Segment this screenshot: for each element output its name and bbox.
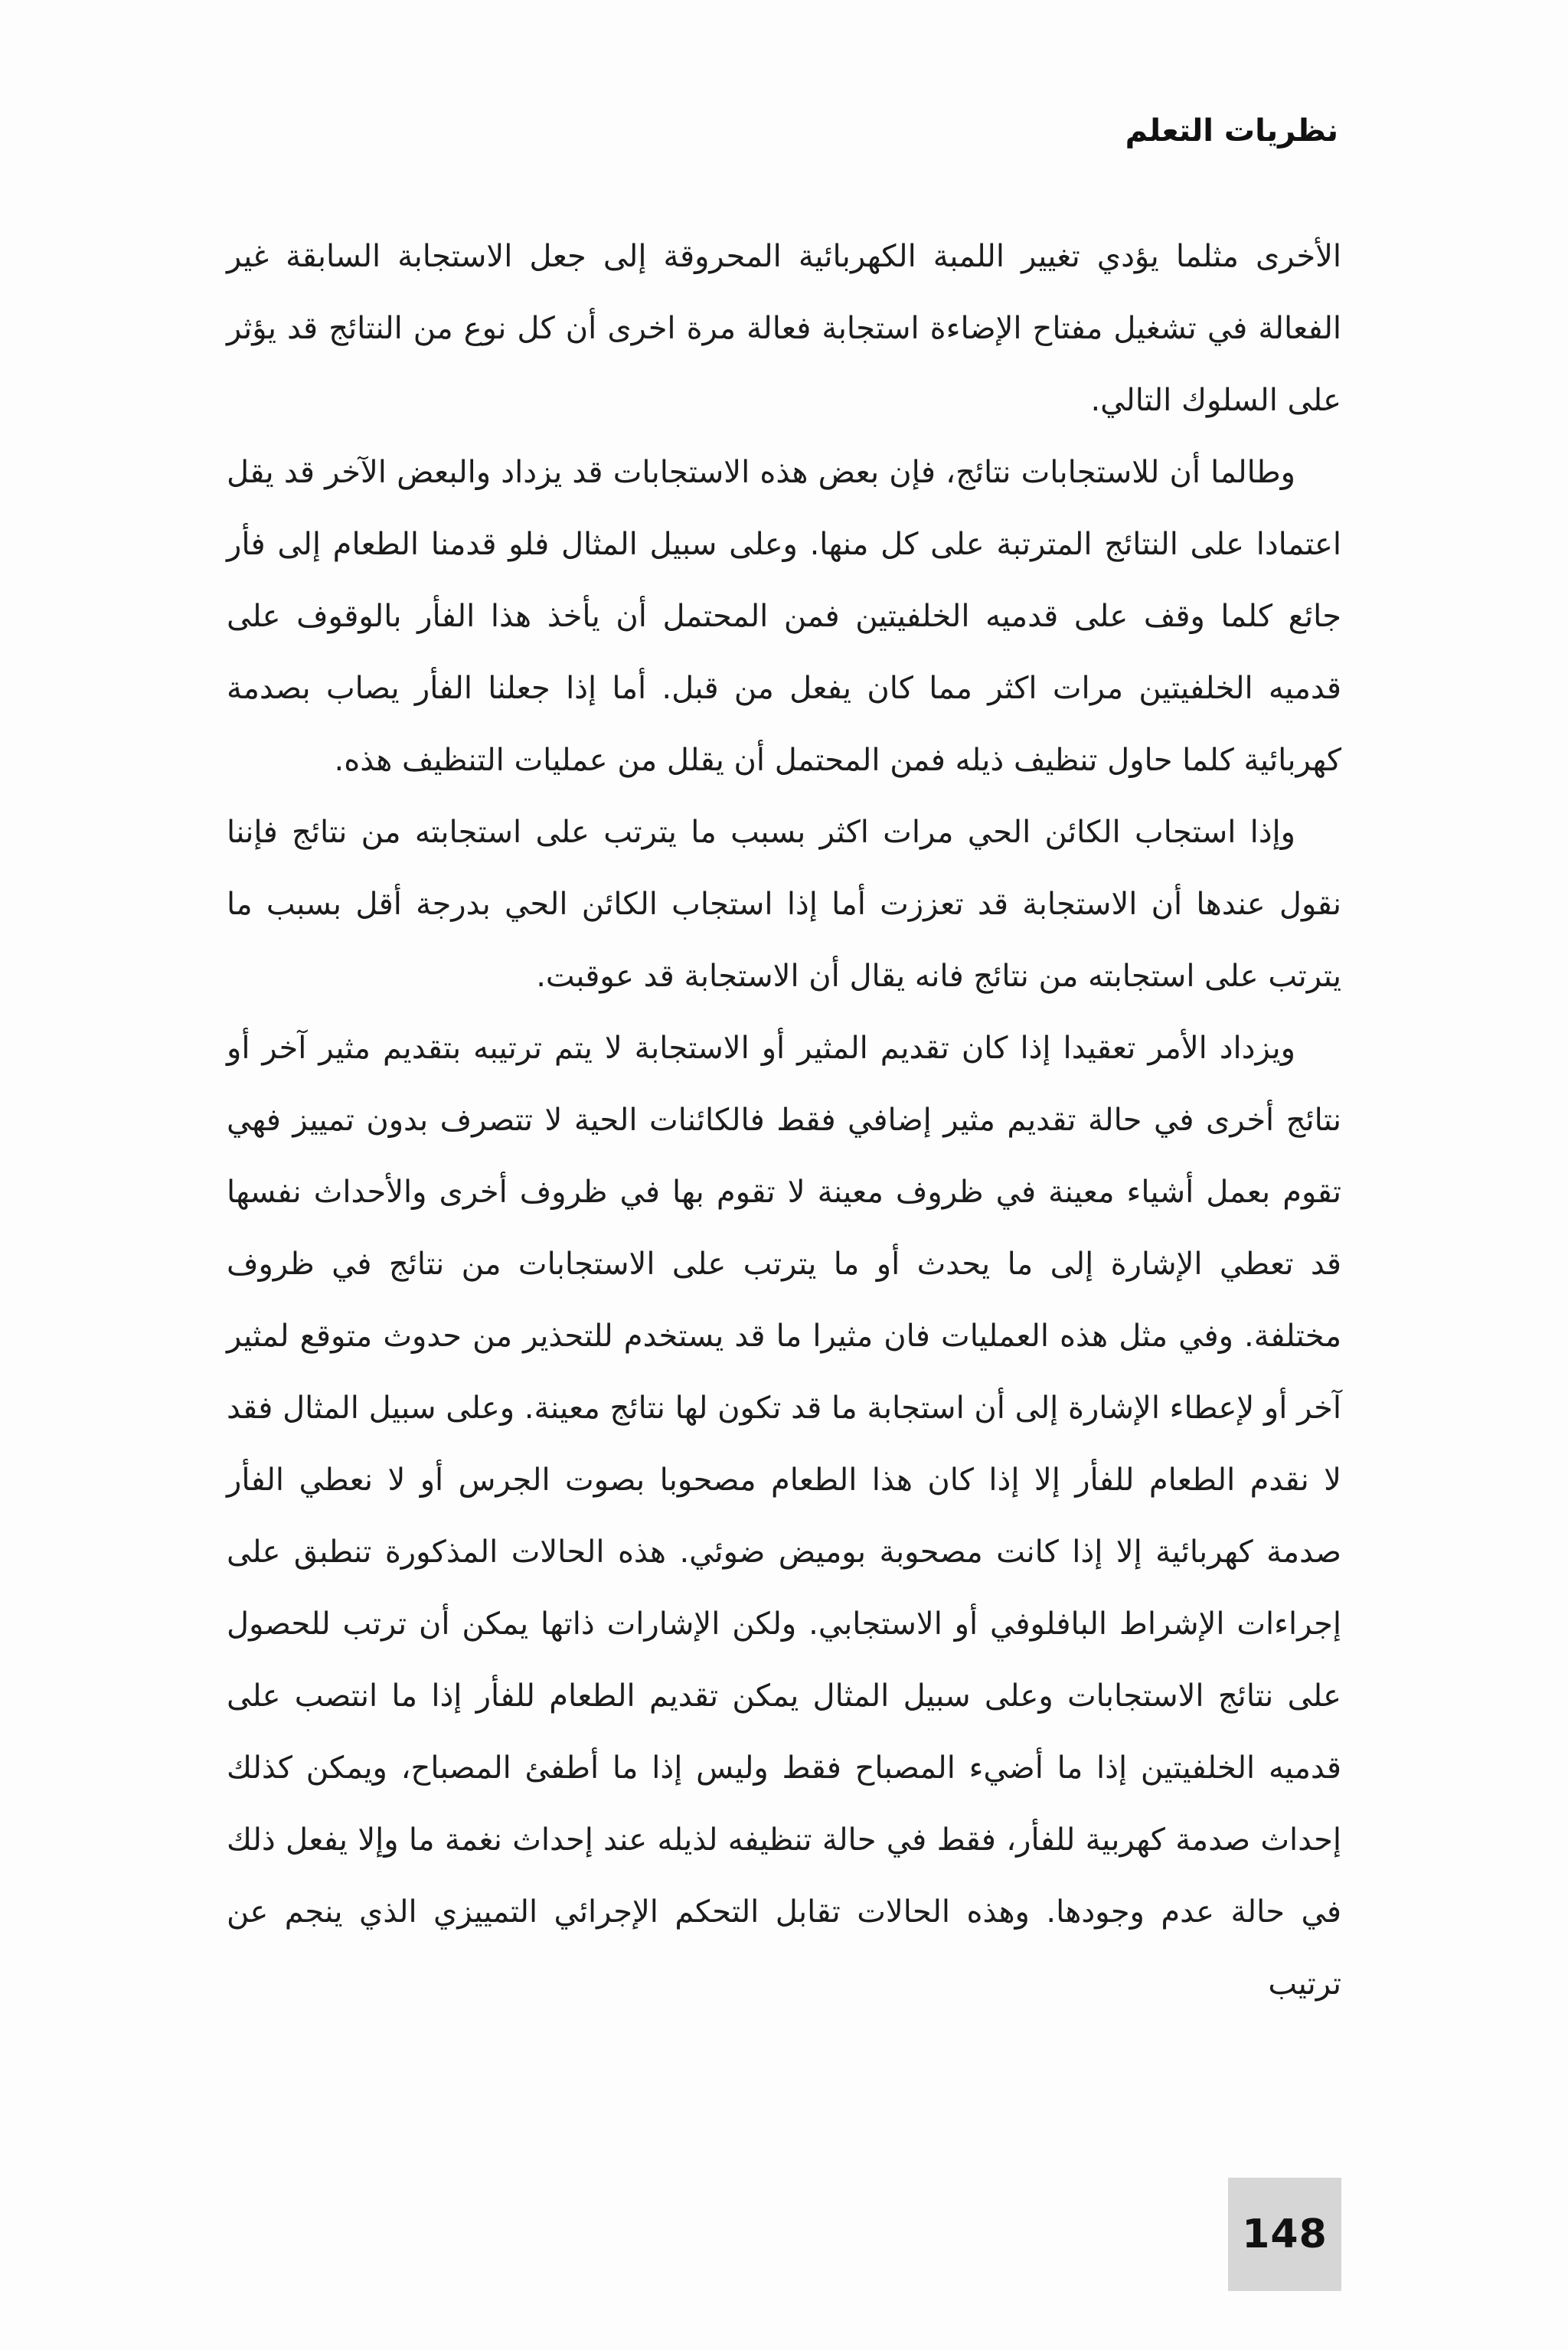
running-header: نظريات التعلم (1125, 113, 1338, 149)
paragraph: الأخرى مثلما يؤدي تغيير اللمبة الكهربائية المحروقة إلى جعل الاستجابة السابقة غير الفعالة في تشغيل مفتاح الإضاءة استجابة فعالة مرة اخرى أن كل نوع من النتائج قد يؤثر على السلوك التالي. (227, 239, 1341, 418)
paragraph: وإذا استجاب الكائن الحي مرات اكثر بسبب ما يترتب على استجابته من نتائج فإننا نقول عندها أن الاستجابة قد تعززت أما إذا استجاب الكائن الحي بدرجة أقل بسبب ما يترتب على استجابته من نتائج فانه يقال أن الاستجابة قد عوقبت. (227, 815, 1341, 994)
paragraph: ويزداد الأمر تعقيدا إذا كان تقديم المثير أو الاستجابة لا يتم ترتيبه بتقديم مثير آخر أو نتائج أخرى في حالة تقديم مثير إضافي فقط فالكائنات الحية لا تتصرف بدون تمييز فهي تقوم بعمل أشياء معينة في ظروف معينة لا تقوم بها في ظروف أخرى والأحداث نفسها قد تعطي الإشارة إلى ما يحدث أو ما يترتب على الاستجابات من نتائج في ظروف مختلفة. وفي مثل هذه العمليات فان مثيرا ما قد يستخدم للتحذير من حدوث متوقع لمثير آخر أو لإعطاء الإشارة إلى أن استجابة ما قد تكون لها نتائج معينة. وعلى سبيل المثال فقد لا نقدم الطعام للفأر إلا إذا كان هذا الطعام مصحوبا بصوت الجرس أو لا نعطي الفأر صدمة كهربائية إلا إذا كانت مصحوبة بوميض ضوئي. هذه الحالات المذكورة تنطبق على إجراءات الإشراط البافلوفي أو الاستجابي. ولكن الإشارات ذاتها يمكن أن ترتب للحصول على نتائج الاستجابات وعلى سبيل المثال يمكن تقديم الطعام للفأر إذا ما انتصب على قدميه الخلفيتين إذا ما أضيء المصباح فقط وليس إذا ما أطفئ المصباح، ويمكن كذلك إحداث صدمة كهربية للفأر، فقط في حالة تنظيفه لذيله عند إحداث نغمة ما وإلا يفعل ذلك في حالة عدم وجودها. وهذه الحالات تقابل التحكم الإجرائي التمييزي الذي ينجم عن ترتيب (227, 1031, 1341, 2002)
paragraph: وطالما أن للاستجابات نتائج، فإن بعض هذه الاستجابات قد يزداد والبعض الآخر قد يقل اعتمادا على النتائج المترتبة على كل منها. وعلى سبيل المثال فلو قدمنا الطعام إلى فأر جائع كلما وقف على قدميه الخلفيتين فمن المحتمل أن يأخذ هذا الفأر بالوقوف على قدميه الخلفيتين مرات اكثر مما كان يفعل من قبل. أما إذا جعلنا الفأر يصاب بصدمة كهربائية كلما حاول تنظيف ذيله فمن المحتمل أن يقلل من عمليات التنظيف هذه. (227, 455, 1341, 778)
body-text (227, 221, 1341, 2020)
page-number-box (1228, 2178, 1341, 2291)
page-number: 148 (1242, 2211, 1328, 2257)
